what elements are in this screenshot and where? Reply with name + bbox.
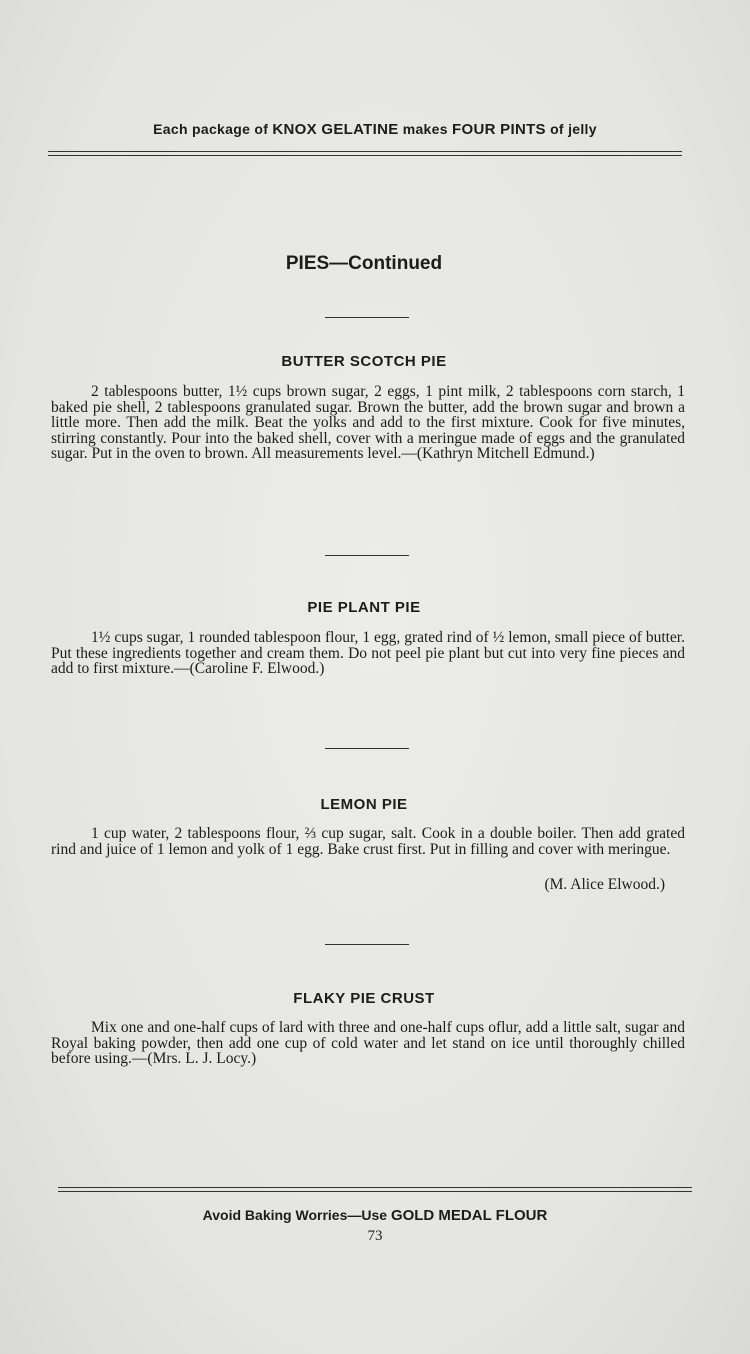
recipe-signature-lemon-pie: (M. Alice Elwood.) bbox=[544, 876, 665, 893]
divider-1 bbox=[325, 317, 409, 318]
page-number: 73 bbox=[367, 1228, 383, 1244]
footer-rule-top bbox=[58, 1187, 692, 1188]
footer-brand: GOLD MEDAL FLOUR bbox=[390, 1207, 548, 1224]
divider-2 bbox=[325, 555, 409, 556]
header-emphasis: FOUR PINTS bbox=[452, 121, 546, 138]
page-header bbox=[0, 121, 750, 138]
recipe-title-pie-plant-pie: PIE PLANT PIE bbox=[307, 599, 421, 616]
header-part1: Each package of bbox=[153, 121, 269, 137]
recipe-title-lemon-pie: LEMON PIE bbox=[320, 796, 408, 813]
divider-3 bbox=[325, 748, 409, 749]
header-part3: of jelly bbox=[550, 121, 597, 137]
recipe-text-lemon-pie: 1 cup water, 2 tablespoons flour, ⅔ cup sugar, salt. Cook in a double boiler. Then add grated rind and juice of 1 lemon and yolk of 1 egg. Bake crust first. Put in filling and cover with meringue. bbox=[51, 825, 685, 858]
recipe-title-flaky-pie-crust: FLAKY PIE CRUST bbox=[293, 990, 435, 1007]
page-footer bbox=[0, 1207, 750, 1224]
section-title: PIES—Continued bbox=[285, 253, 443, 274]
footer-rule-bottom bbox=[58, 1191, 692, 1192]
recipe-title-butter-scotch-pie: BUTTER SCOTCH PIE bbox=[281, 353, 447, 370]
footer-part1: Avoid Baking Worries—Use bbox=[202, 1207, 388, 1223]
recipe-text-butter-scotch-pie: 2 tablespoons butter, 1½ cups brown sugar, 2 eggs, 1 pint milk, 2 tablespoons corn starch, 1 baked pie shell, 2 tablespoons granulated sugar. Brown the butter, add the brown sugar and brown a little more. Then add the milk. Beat the yolks and add to the first mixture. Cook for five minutes, stirring constantly. Pour into the baked shell, cover with a meringue made of eggs and the granulated sugar. Put in the oven to brown. All measurements level.—(Kathryn Mitchell Edmund.) bbox=[51, 383, 685, 462]
divider-4 bbox=[325, 944, 409, 945]
header-brand: KNOX GELATINE bbox=[272, 121, 399, 138]
header-rule-top bbox=[48, 151, 682, 152]
header-rule-bottom bbox=[48, 155, 682, 156]
header-part2: makes bbox=[402, 121, 448, 137]
recipe-text-pie-plant-pie: 1½ cups sugar, 1 rounded tablespoon flour, 1 egg, grated rind of ½ lemon, small piece of butter. Put these ingredients together and cream them. Do not peel pie plant but cut into very fine pieces and add to first mixture.—(Caroline F. Elwood.) bbox=[51, 629, 685, 677]
recipe-text-flaky-pie-crust: Mix one and one-half cups of lard with three and one-half cups oflur, add a little salt, sugar and Royal baking powder, then add one cup of cold water and let stand on ice until thoroughly chilled before using.—(Mrs. L. J. Locy.) bbox=[51, 1019, 685, 1067]
